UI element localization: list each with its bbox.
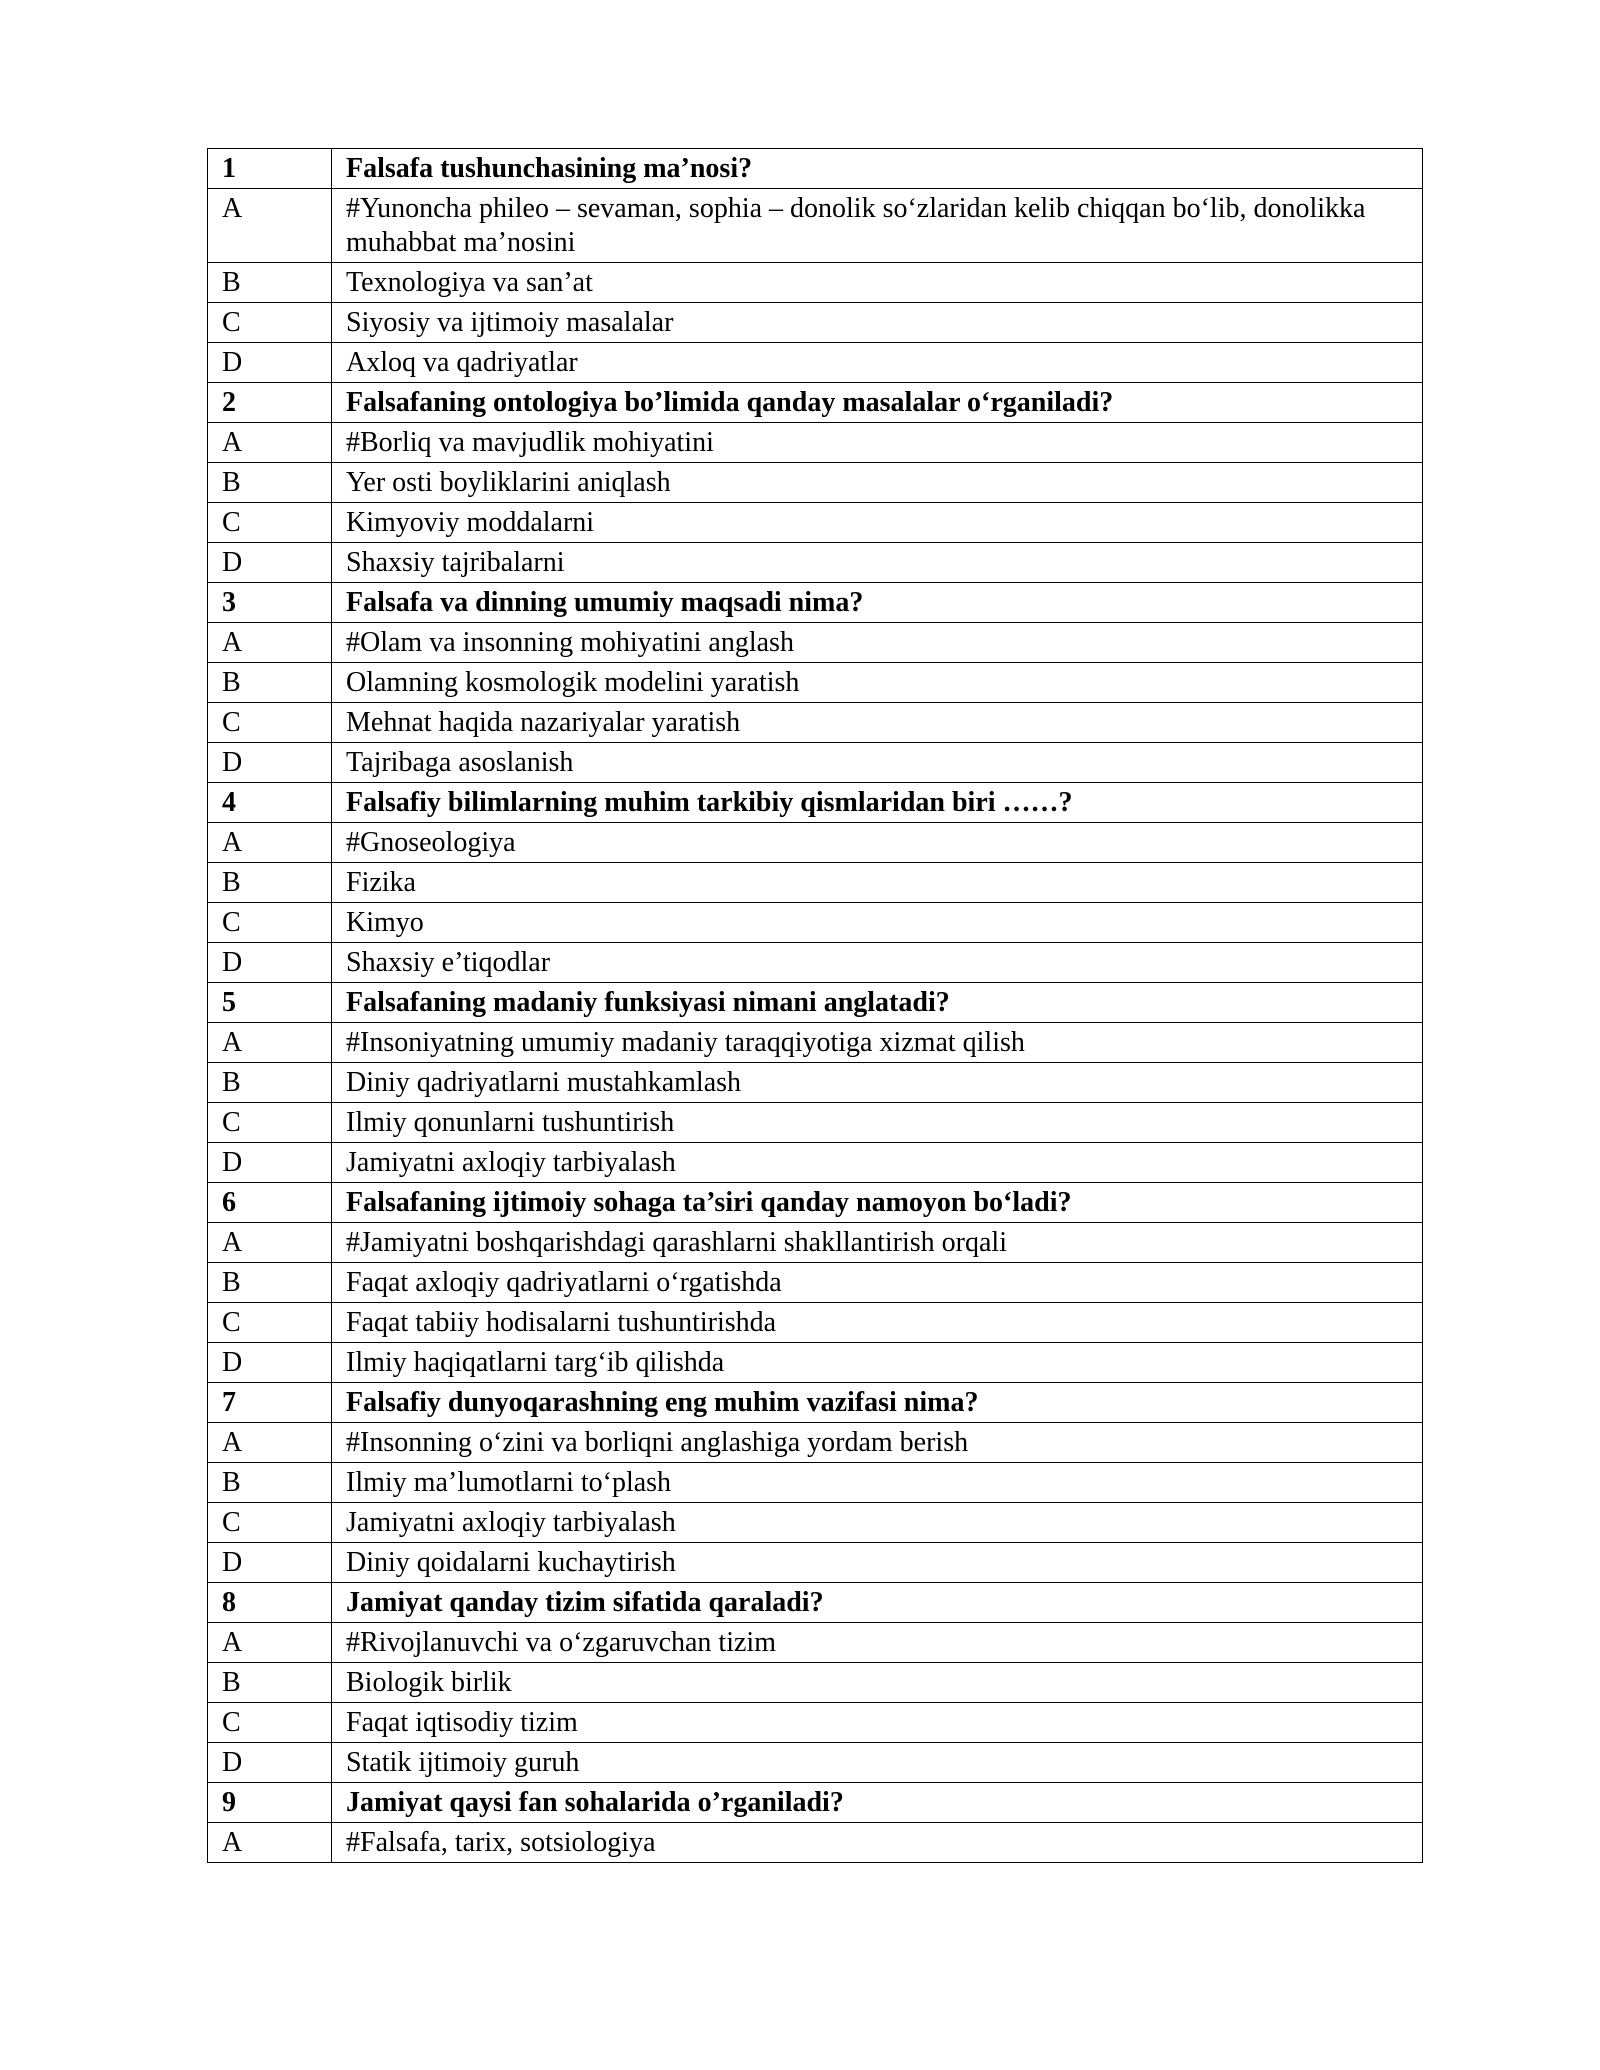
option-text: #Rivojlanuvchi va o‘zgaruvchan tizim — [332, 1623, 1423, 1663]
answer-option-row — [208, 1343, 1423, 1383]
option-text: Diniy qoidalarni kuchaytirish — [332, 1543, 1423, 1583]
question-text: Jamiyat qanday tizim sifatida qaraladi? — [332, 1583, 1423, 1623]
question-number: 1 — [208, 149, 332, 189]
option-letter: B — [208, 1463, 332, 1503]
answer-option-row — [208, 503, 1423, 543]
option-text: Kimyoviy moddalarni — [332, 503, 1423, 543]
option-text: Diniy qadriyatlarni mustahkamlash — [332, 1063, 1423, 1103]
question-number: 7 — [208, 1383, 332, 1423]
answer-option-row — [208, 823, 1423, 863]
question-text: Falsafaning ijtimoiy sohaga ta’siri qanday namoyon bo‘ladi? — [332, 1183, 1423, 1223]
answer-option-row — [208, 1423, 1423, 1463]
question-row — [208, 1783, 1423, 1823]
option-letter: A — [208, 1023, 332, 1063]
answer-option-row — [208, 1063, 1423, 1103]
question-number: 9 — [208, 1783, 332, 1823]
option-letter: A — [208, 823, 332, 863]
option-text: Texnologiya va san’at — [332, 263, 1423, 303]
answer-option-row — [208, 1103, 1423, 1143]
option-letter: C — [208, 1503, 332, 1543]
option-letter: C — [208, 1303, 332, 1343]
option-text: Jamiyatni axloqiy tarbiyalash — [332, 1143, 1423, 1183]
option-text: Fizika — [332, 863, 1423, 903]
answer-option-row — [208, 1223, 1423, 1263]
option-text: Faqat axloqiy qadriyatlarni o‘rgatishda — [332, 1263, 1423, 1303]
option-text: Ilmiy haqiqatlarni targ‘ib qilishda — [332, 1343, 1423, 1383]
answer-option-row — [208, 463, 1423, 503]
option-letter: B — [208, 1063, 332, 1103]
option-text: Faqat tabiiy hodisalarni tushuntirishda — [332, 1303, 1423, 1343]
option-letter: D — [208, 943, 332, 983]
answer-option-row — [208, 943, 1423, 983]
answer-option-row — [208, 1263, 1423, 1303]
option-text: Statik ijtimoiy guruh — [332, 1743, 1423, 1783]
answer-option-row — [208, 1303, 1423, 1343]
question-number: 4 — [208, 783, 332, 823]
option-letter: C — [208, 1703, 332, 1743]
question-text: Falsafa va dinning umumiy maqsadi nima? — [332, 583, 1423, 623]
option-letter: D — [208, 743, 332, 783]
option-text: #Insonning o‘zini va borliqni anglashiga yordam berish — [332, 1423, 1423, 1463]
question-text: Falsafaning ontologiya bo’limida qanday masalalar o‘rganiladi? — [332, 383, 1423, 423]
option-letter: A — [208, 1423, 332, 1463]
option-letter: C — [208, 903, 332, 943]
option-letter: D — [208, 1543, 332, 1583]
answer-option-row — [208, 703, 1423, 743]
question-text: Falsafiy bilimlarning muhim tarkibiy qismlaridan biri ……? — [332, 783, 1423, 823]
question-row — [208, 383, 1423, 423]
option-text: Shaxsiy e’tiqodlar — [332, 943, 1423, 983]
answer-option-row — [208, 663, 1423, 703]
option-letter: A — [208, 1823, 332, 1863]
question-number: 3 — [208, 583, 332, 623]
answer-option-row — [208, 423, 1423, 463]
question-text: Falsafa tushunchasining ma’nosi? — [332, 149, 1423, 189]
option-letter: D — [208, 1143, 332, 1183]
option-text: Siyosiy va ijtimoiy masalalar — [332, 303, 1423, 343]
option-text: #Insoniyatning umumiy madaniy taraqqiyotiga xizmat qilish — [332, 1023, 1423, 1063]
option-text: Olamning kosmologik modelini yaratish — [332, 663, 1423, 703]
answer-option-row — [208, 1143, 1423, 1183]
option-letter: B — [208, 1663, 332, 1703]
option-letter: A — [208, 1623, 332, 1663]
option-text: Faqat iqtisodiy tizim — [332, 1703, 1423, 1743]
answer-option-row — [208, 263, 1423, 303]
answer-option-row — [208, 1823, 1423, 1863]
answer-option-row — [208, 743, 1423, 783]
option-letter: D — [208, 1343, 332, 1383]
option-letter: B — [208, 863, 332, 903]
question-row — [208, 1183, 1423, 1223]
answer-option-row — [208, 1503, 1423, 1543]
option-letter: A — [208, 423, 332, 463]
option-letter: B — [208, 463, 332, 503]
option-letter: C — [208, 1103, 332, 1143]
option-letter: A — [208, 189, 332, 263]
answer-option-row — [208, 1463, 1423, 1503]
option-text: #Olam va insonning mohiyatini anglash — [332, 623, 1423, 663]
option-text: #Falsafa, tarix, sotsiologiya — [332, 1823, 1423, 1863]
answer-option-row — [208, 1703, 1423, 1743]
option-text: Mehnat haqida nazariyalar yaratish — [332, 703, 1423, 743]
question-text: Falsafiy dunyoqarashning eng muhim vazifasi nima? — [332, 1383, 1423, 1423]
question-text: Jamiyat qaysi fan sohalarida o’rganiladi? — [332, 1783, 1423, 1823]
answer-option-row — [208, 903, 1423, 943]
option-letter: A — [208, 623, 332, 663]
option-text: Axloq va qadriyatlar — [332, 343, 1423, 383]
option-text: Biologik birlik — [332, 1663, 1423, 1703]
quiz-table — [207, 148, 1423, 1863]
option-letter: C — [208, 703, 332, 743]
question-number: 2 — [208, 383, 332, 423]
option-text: Jamiyatni axloqiy tarbiyalash — [332, 1503, 1423, 1543]
answer-option-row — [208, 1543, 1423, 1583]
question-number: 6 — [208, 1183, 332, 1223]
answer-option-row — [208, 863, 1423, 903]
question-row — [208, 1583, 1423, 1623]
question-row — [208, 583, 1423, 623]
answer-option-row — [208, 303, 1423, 343]
answer-option-row — [208, 1023, 1423, 1063]
question-row — [208, 983, 1423, 1023]
option-text: Ilmiy qonunlarni tushuntirish — [332, 1103, 1423, 1143]
question-text: Falsafaning madaniy funksiyasi nimani anglatadi? — [332, 983, 1423, 1023]
quiz-table-body — [208, 149, 1423, 1863]
question-row — [208, 1383, 1423, 1423]
option-letter: C — [208, 303, 332, 343]
option-text: #Gnoseologiya — [332, 823, 1423, 863]
option-text: Kimyo — [332, 903, 1423, 943]
option-letter: C — [208, 503, 332, 543]
answer-option-row — [208, 1743, 1423, 1783]
option-text: #Yunoncha phileo – sevaman, sophia – donolik so‘zlaridan kelib chiqqan bo‘lib, donolikka muhabbat ma’nosini — [332, 189, 1423, 263]
option-text: Tajribaga asoslanish — [332, 743, 1423, 783]
option-letter: B — [208, 663, 332, 703]
option-text: #Borliq va mavjudlik mohiyatini — [332, 423, 1423, 463]
answer-option-row — [208, 1623, 1423, 1663]
option-letter: B — [208, 1263, 332, 1303]
option-letter: A — [208, 1223, 332, 1263]
answer-option-row — [208, 543, 1423, 583]
answer-option-row — [208, 623, 1423, 663]
option-text: #Jamiyatni boshqarishdagi qarashlarni shakllantirish orqali — [332, 1223, 1423, 1263]
option-letter: D — [208, 343, 332, 383]
question-number: 5 — [208, 983, 332, 1023]
answer-option-row — [208, 189, 1423, 263]
option-text: Ilmiy ma’lumotlarni to‘plash — [332, 1463, 1423, 1503]
question-row — [208, 783, 1423, 823]
option-letter: D — [208, 543, 332, 583]
answer-option-row — [208, 343, 1423, 383]
answer-option-row — [208, 1663, 1423, 1703]
option-text: Shaxsiy tajribalarni — [332, 543, 1423, 583]
option-letter: D — [208, 1743, 332, 1783]
question-number: 8 — [208, 1583, 332, 1623]
option-letter: B — [208, 263, 332, 303]
option-text: Yer osti boyliklarini aniqlash — [332, 463, 1423, 503]
question-row — [208, 149, 1423, 189]
